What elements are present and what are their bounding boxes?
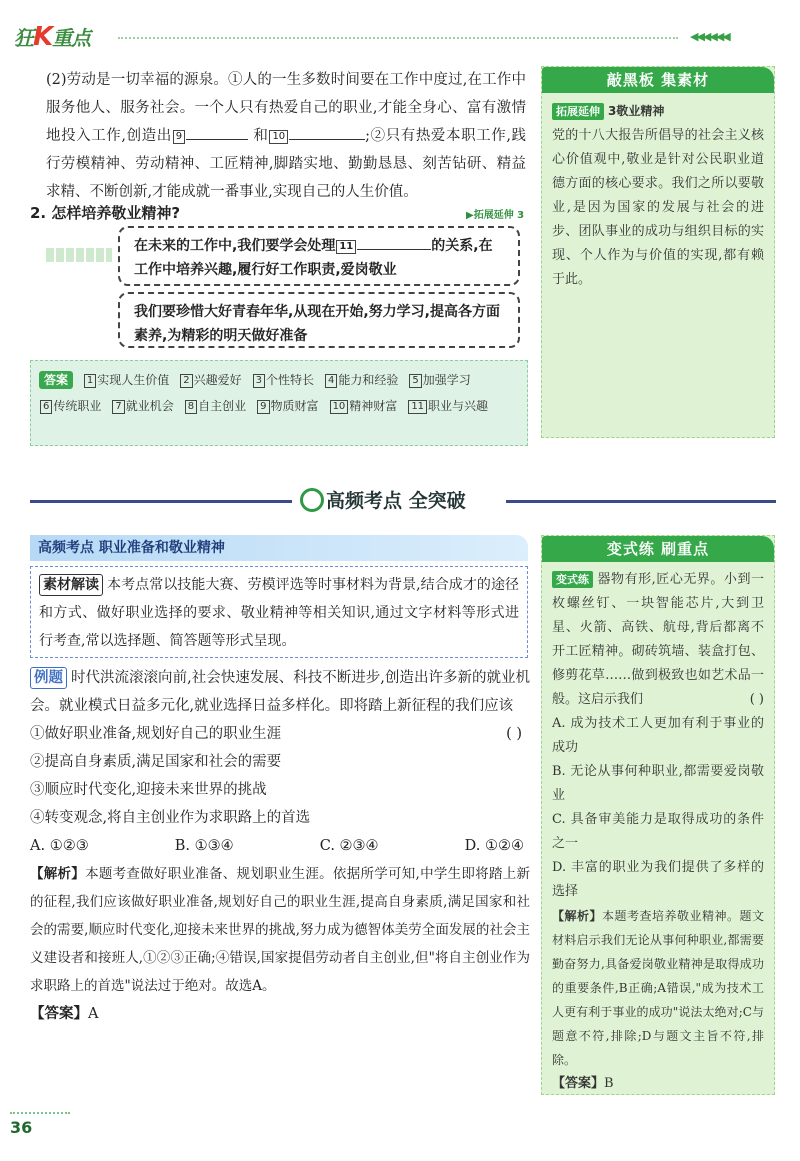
- section-divider-title: 高频考点 全突破: [296, 486, 506, 516]
- extension-link[interactable]: ▶拓展延伸 3: [466, 210, 525, 221]
- option-c[interactable]: C. ②③④: [319, 838, 379, 854]
- analysis: 【解析】本题考查做好职业准备、规划职业生涯。依据所学可知,中学生即将踏上新的征程,我们应该做好职业准备,规划好自己的职业生涯,提高自身素质,满足国家和社会的需要,顺应时代变化,迎接未来世界的挑战,努力成为德智体美劳全面发展的社会主义建设者和接班人,①②③正确;④错误,国家提倡劳动者自主创业,但"将自主创业作为求职路上的首选"说法过于绝对。故选A。: [30, 866, 530, 994]
- labor-paragraph: (2)劳动是一切幸福的源泉。①人的一生多数时间要在工作中度过,在工作中服务他人、服务社会。一个人只有热爱自己的职业,才能全身心、富有激情地投入工作,创造出 9 和 10 ;②只有热爱本职工作,践行劳模精神、劳动精神、工匠精神,脚踏实地、勤勤恳恳、刻苦钻研、精益求精、不断创新,才能成就一番事业,实现自己的人生价值。: [46, 72, 527, 200]
- practice-analysis: 【解析】本题考查培养敬业精神。题文材料启示我们无论从事何种职业,都需要勤奋努力,具备爱岗敬业精神是取得成功的重要条件,B正确;A错误,"成为技术工人更有利于事业的成功"说法太绝对;C与题意不符,排除;D与题文主旨不符,排除。: [552, 909, 764, 1067]
- practice-answer: 【答案】B: [552, 1076, 614, 1091]
- practice-option-d[interactable]: D. 丰富的职业为我们提供了多样的选择: [552, 860, 764, 899]
- section-heading: 2. 怎样培养敬业精神?: [30, 204, 181, 222]
- header-arrows-icon: ◀◀◀◀◀◀: [690, 30, 729, 43]
- divider-line-right: [506, 500, 776, 503]
- brand-logo: 狂K重点: [14, 22, 91, 52]
- answer-item: 2 兴趣爱好: [179, 367, 241, 393]
- statement-2: ②提高自身素质,满足国家和社会的需要: [30, 754, 282, 770]
- practice-tag: 变式练: [552, 571, 593, 588]
- sidebar-blackboard-text: 党的十八大报告所倡导的社会主义核心价值观中,敬业是针对公民职业道德方面的核心要求。我们之所以要敬业,是因为国家的发展与社会的进步、团队事业的成功与组织目标的实现、个人作为与价值的实现,都有赖于此。: [552, 128, 764, 287]
- material-tag: 素材解读: [39, 574, 103, 596]
- example-question: 例题 时代洪流滚滚向前,社会快速发展、科技不断进步,创造出许多新的就业机会。就业模式日益多元化,就业选择日益多样化。即将踏上新征程的我们应该 ( ) ①做好职业准备,规划好自己的职业生涯 ②提高自身素质,满足国家和社会的需要 ③顺应时代变化,迎接未来世界的挑战 ④转变观念,将自主创业作为求职路上的首选 A. ①②③ B. ①③④ C. ②③④ D. ①②④ 【解析】本题考查做好职业准备、规划职业生涯。依据所学可知,中学生即将踏上新的征程,我们应该做好职业准备,规划好自己的职业生涯,提高自身素质,满足国家和社会的需要,顺应时代变化,迎接未来世界的挑战,努力成为德智体美劳全面发展的社会主义建设者和接班人,①②③正确;④错误,国家提倡劳动者自主创业,但"将自主创业作为求职路上的首选"说法过于绝对。故选A。 【答案】A: [30, 664, 530, 1028]
- answer-item: 7 就业机会: [111, 393, 173, 419]
- practice-option-b[interactable]: B. 无论从事何种职业,都需要爱岗敬业: [552, 764, 764, 803]
- answer-item: 1 实现人生价值: [83, 367, 169, 393]
- answer-item: 5 加强学习: [408, 367, 470, 393]
- globe-icon: [300, 488, 324, 512]
- statement-4: ④转变观念,将自主创业作为求职路上的首选: [30, 810, 311, 826]
- answer-item: 9 物质财富: [256, 393, 318, 419]
- page-number: 36: [10, 1112, 70, 1140]
- mindmap-box-1: 在未来的工作中,我们要学会处理 11 的关系,在工作中培养兴趣,履行好工作职责,爱岗敬业: [118, 226, 520, 286]
- answer-item: 4 能力和经验: [324, 367, 398, 393]
- statement-3: ③顺应时代变化,迎接未来世界的挑战: [30, 782, 267, 798]
- example-answer: 【答案】A: [30, 1006, 99, 1022]
- sidebar-blackboard: 敲黑板 集素材 拓展延伸 3敬业精神 党的十八大报告所倡导的社会主义核心价值观中,敬业是针对公民职业道德方面的核心要求。我们之所以要敬业,是因为国家的发展与社会的进步、团队事业的成功与组织目标的实现、个人作为与价值的实现,都有赖于此。: [541, 66, 775, 438]
- practice-option-c[interactable]: C. 具备审美能力是取得成功的条件之一: [552, 812, 764, 851]
- sidebar-blackboard-title: 敲黑板 集素材: [542, 67, 774, 93]
- answer-item: 3 个性特长: [252, 367, 314, 393]
- divider-line-left: [30, 500, 292, 503]
- example-tag: 例题: [30, 667, 67, 689]
- option-b[interactable]: B. ①③④: [174, 838, 234, 854]
- practice-option-a[interactable]: A. 成为技术工人更加有利于事业的成功: [552, 716, 764, 755]
- mindmap-connector: [46, 248, 112, 262]
- statement-1: ①做好职业准备,规划好自己的职业生涯: [30, 726, 282, 742]
- sidebar-practice-title: 变式练 刷重点: [542, 536, 774, 562]
- material-box: 素材解读 本考点常以技能大赛、劳模评选等时事材料为背景,结合成才的途径和方式、做好职业选择的要求、敬业精神等相关知识,通过文字材料等形式进行考查,常以选择题、简答题等形式呈现。: [30, 566, 528, 658]
- sidebar-practice: [541, 535, 775, 1095]
- option-a[interactable]: A. ①②③: [30, 838, 89, 854]
- options-row: [30, 832, 530, 860]
- option-d[interactable]: D. ①②④: [464, 838, 524, 854]
- answer-tag: 答案: [39, 371, 73, 389]
- answer-item: 11 职业与兴趣: [407, 393, 488, 419]
- mindmap-box-2: 我们要珍惜大好青春年华,从现在开始,努力学习,提高各方面素养,为精彩的明天做好准备: [118, 292, 520, 348]
- header-divider: [118, 37, 678, 39]
- answer-item: 6 传统职业: [39, 393, 101, 419]
- topic-bar: 高频考点 职业准备和敬业精神: [30, 535, 528, 561]
- extension-tag: 拓展延伸: [552, 103, 604, 120]
- practice-stem: 变式练 器物有形,匠心无界。小到一枚螺丝钉、一块智能芯片,大到卫星、火箭、高铁、航母,背后都离不开工匠精神。砌砖筑墙、装盒打包、修剪花草……做到极致也如艺术品一般。这启示我们 ( ): [552, 572, 764, 707]
- answer-item: 10 精神财富: [329, 393, 398, 419]
- answer-box: [30, 360, 528, 446]
- answer-item: 8 自主创业: [184, 393, 246, 419]
